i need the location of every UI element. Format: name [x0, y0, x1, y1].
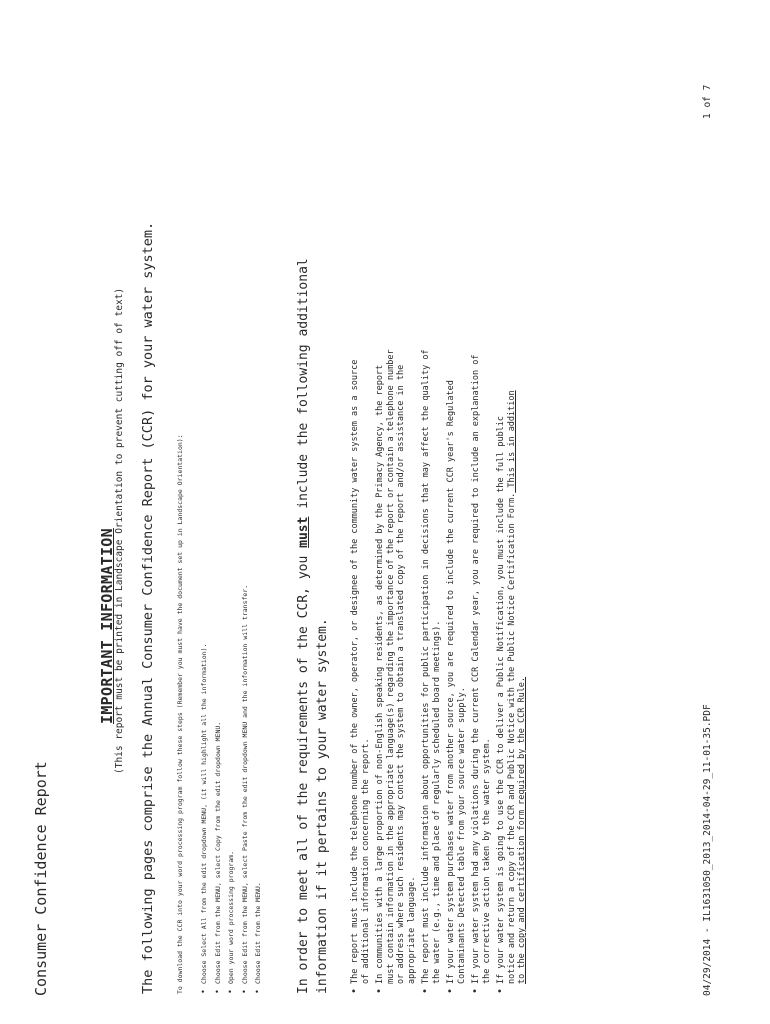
requirement-item-violations: • If your water system had any violations during the current CCR Calendar year, you are required to include an explanation of the corrective action taken by the water system. — [471, 34, 492, 994]
important-information-heading: IMPORTANT INFORMATION — [98, 528, 116, 724]
step-item: • Choose Select All from the edit dropdown MENU, (it will highlight all the information). — [200, 585, 214, 994]
intro-statement: The following pages comprise the Annual Consumer Confidence Report (CCR) for your water system. — [140, 221, 156, 994]
requirement-item-public-notification: • If your water system is going to use the CCR to deliver a Public Notification, you must include the full public notice and return a copy of the CCR and Public Notice with the Public Notice Certification Form. This is in addition to the copy and certification form required by the CCR Rule. — [496, 34, 528, 994]
step-item: • Choose Edit from the MENU. — [254, 585, 268, 994]
page-number: 1 of 7 — [702, 84, 713, 119]
footer-file-info: 04/29/2014 - IL1631050_2013_2014-04-29_11-01-35.PDF — [702, 704, 713, 996]
must-emphasis: must — [296, 516, 311, 548]
requirements-list — [350, 34, 532, 994]
requirements-line-2: information if it pertains to your water system. — [315, 618, 330, 994]
landscape-orientation-note: (This report must be printed in Landscape Orientation to prevent cutting off of text) — [114, 287, 125, 774]
download-steps-list — [200, 585, 268, 994]
requirements-line-1: In order to meet all of the requirements of the CCR, you must include the following additional — [296, 258, 311, 994]
underlined-addition-note: This is in addition — [506, 390, 517, 493]
requirement-item-purchased-water: • If your water system purchases water from another source, you are required to include the current CCR year's Regulated Contaminants Detected table from your source water supply. — [446, 34, 467, 994]
requirements-statement — [294, 258, 332, 994]
step-item: • Choose Edit from the MENU, select Copy from the edit dropdown MENU. — [214, 585, 228, 994]
underlined-ccr-rule-note: to the copy and certification form required by the CCR Rule. — [517, 676, 527, 984]
requirement-item-telephone: • The report must include the telephone number of the owner, operator, or designee of the community water system as a source of additional information concerning the report. — [350, 34, 371, 994]
requirement-item-language: • In communities with a large proportion of non-English speaking residents, as determined by the Primacy Agency, the report must contain information in the appropriate language(s) regarding the importance of the report or contain a telephone number or address where such residents may contact the system to obtain a translated copy of the report and/or assistance in the appropriate language. — [375, 34, 417, 994]
download-instructions: To download the CCR into your word processing program follow these steps (Remember you must have the document set up in Landscape Orientation): — [176, 434, 184, 994]
requirement-item-public-participation: • The report must include information about opportunities for public participation in decisions that may affect the quality of the water (e.g., time and place of regularly scheduled board meetings). — [421, 34, 442, 994]
document-title: Consumer Confidence Report — [32, 761, 50, 996]
rotated-content — [0, 24, 770, 1024]
step-item: • Choose Edit from the MENU, select Paste from the edit dropdown MENU and the information will transfer. — [241, 585, 255, 994]
step-item: • Open your word processing program. — [227, 585, 241, 994]
